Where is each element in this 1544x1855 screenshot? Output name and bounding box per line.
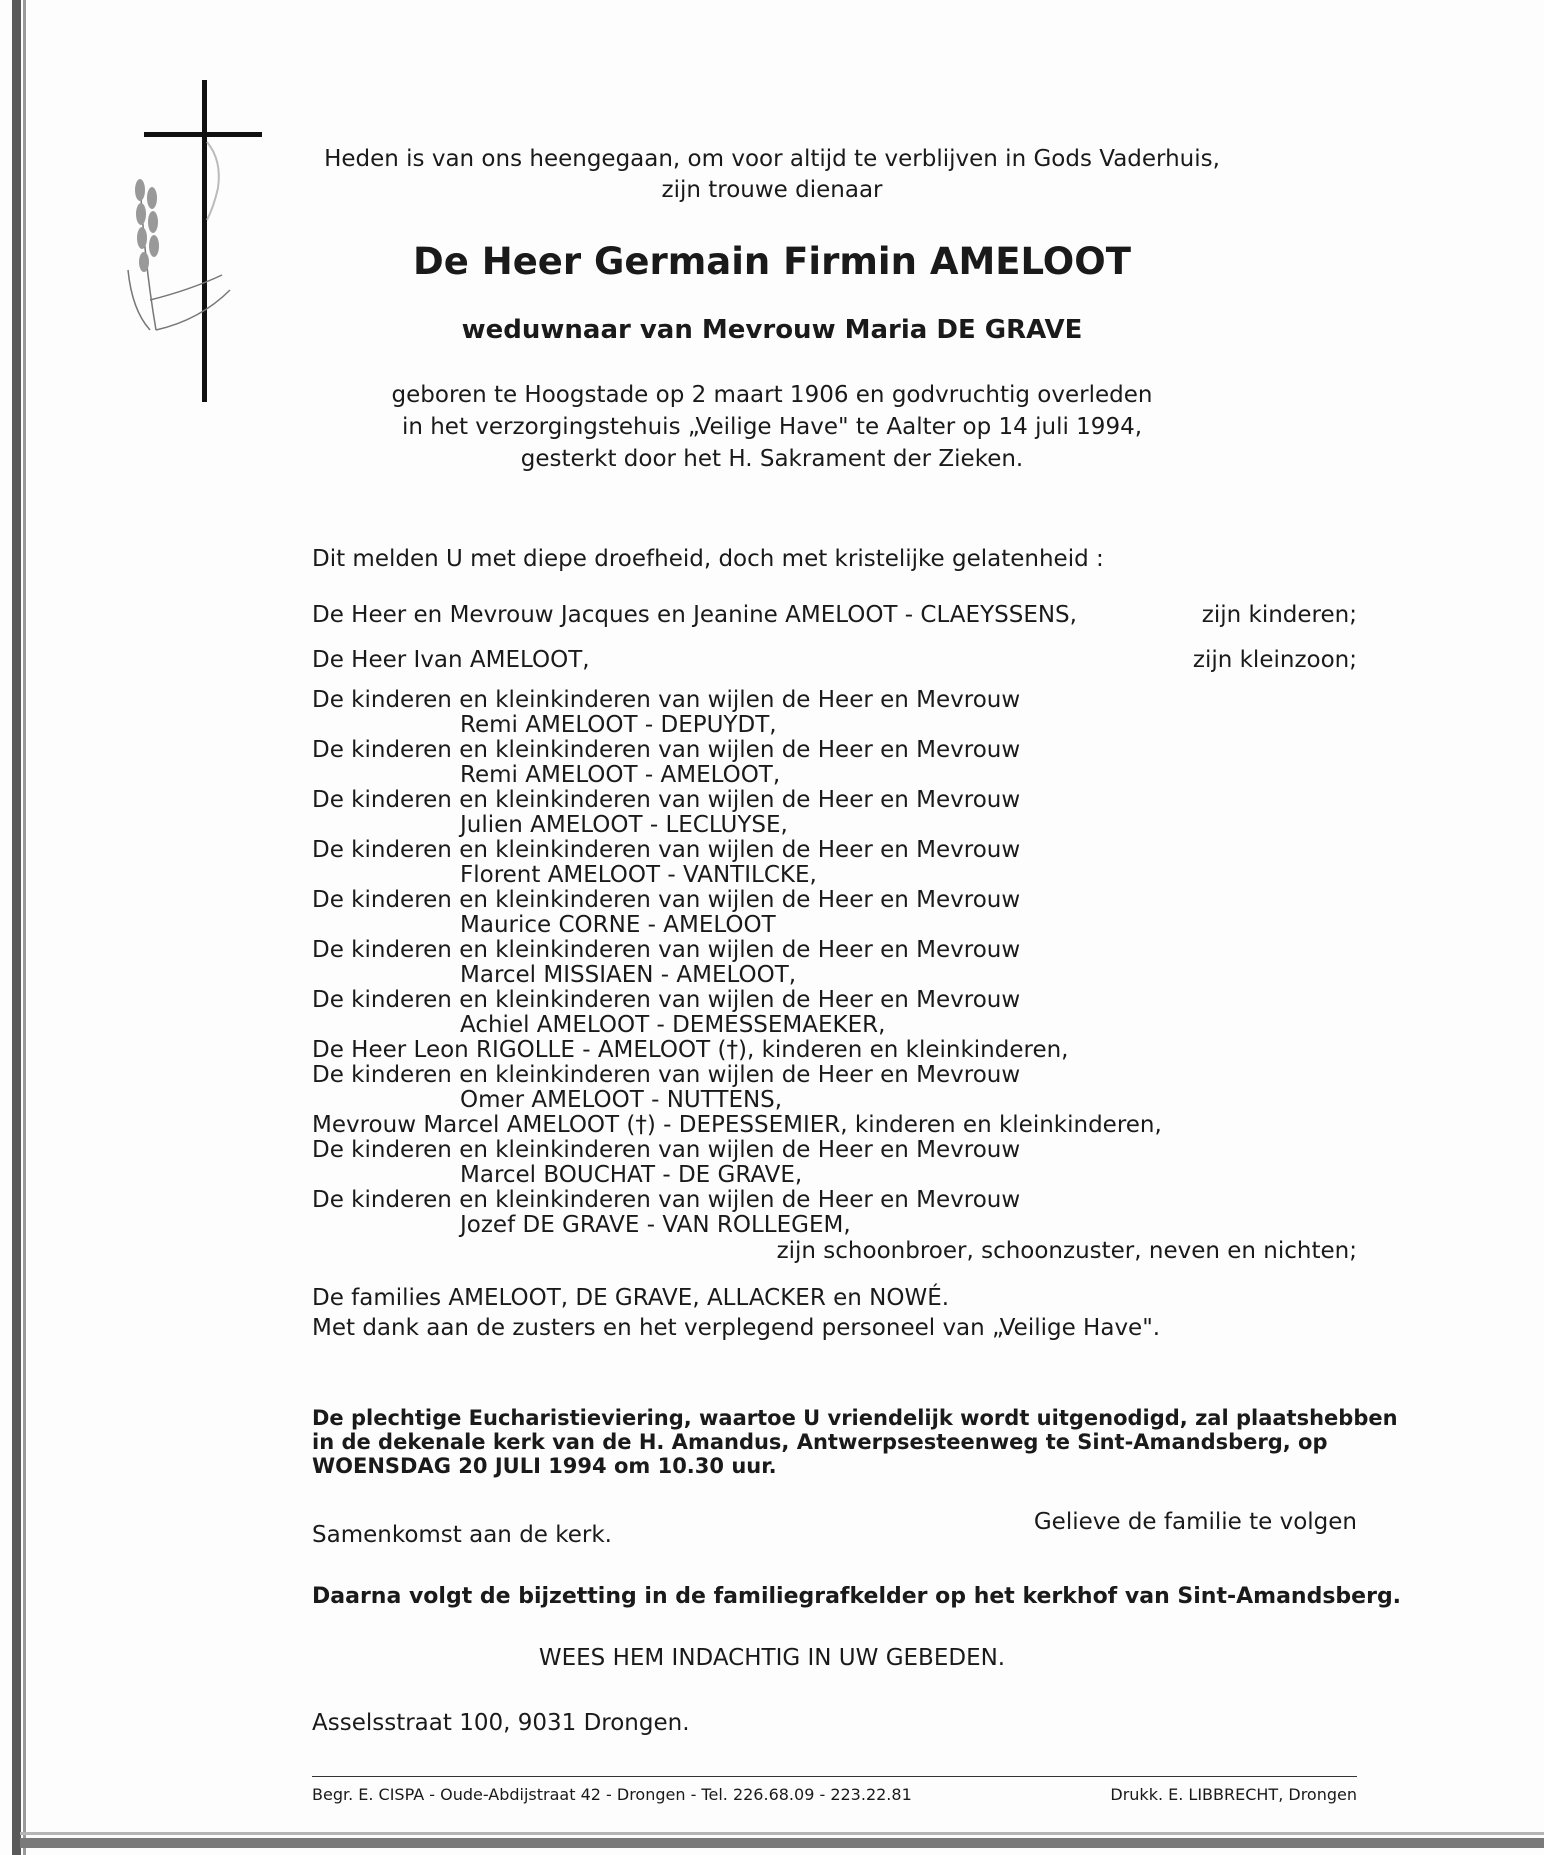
bottom-edge-shadow <box>20 1838 1544 1848</box>
thanks-line: Met dank aan de zusters en het verplegend personeel van „Veilige Have". <box>312 1315 1161 1341</box>
relative-line: De Heer Leon RIGOLLE - AMELOOT (†), kinderen en kleinkinderen, <box>312 1037 1069 1063</box>
grandson-name: De Heer Ivan AMELOOT, <box>312 647 590 673</box>
relative-line: Mevrouw Marcel AMELOOT (†) - DEPESSEMIER, kinderen en kleinkinderen, <box>312 1112 1162 1138</box>
relative-couple-name: Achiel AMELOOT - DEMESSEMAEKER, <box>460 1012 886 1038</box>
relative-line: De kinderen en kleinkinderen van wijlen de Heer en Mevrouw <box>312 737 1021 763</box>
relative-couple-name: Marcel MISSIAEN - AMELOOT, <box>460 962 797 988</box>
intro-line-2: zijn trouwe dienaar <box>661 177 883 203</box>
relative-line: De kinderen en kleinkinderen van wijlen de Heer en Mevrouw <box>312 1187 1021 1213</box>
birth-death-line-2: in het verzorgingstehuis „Veilige Have" te Aalter op 14 juli 1994, <box>401 414 1143 440</box>
relative-couple-name: Maurice CORNE - AMELOOT <box>460 912 776 938</box>
relative-line: De kinderen en kleinkinderen van wijlen de Heer en Mevrouw <box>312 687 1021 713</box>
children-name: De Heer en Mevrouw Jacques en Jeanine AMELOOT - CLAEYSSENS, <box>312 602 1077 628</box>
service-line-3: WOENSDAG 20 JULI 1994 om 10.30 uur. <box>312 1454 777 1478</box>
service-line-1: De plechtige Eucharistieviering, waartoe U vriendelijk wordt uitgenodigd, zal plaatshebben <box>312 1406 1398 1430</box>
relative-couple-name: Jozef DE GRAVE - VAN ROLLEGEM, <box>460 1212 851 1238</box>
deceased-name: De Heer Germain Firmin AMELOOT <box>413 240 1131 283</box>
intro-line-1: Heden is van ons heengegaan, om voor altijd te verblijven in Gods Vaderhuis, <box>324 146 1220 172</box>
relative-line: De kinderen en kleinkinderen van wijlen de Heer en Mevrouw <box>312 887 1021 913</box>
relative-line: De kinderen en kleinkinderen van wijlen de Heer en Mevrouw <box>312 987 1021 1013</box>
relative-line: De kinderen en kleinkinderen van wijlen de Heer en Mevrouw <box>312 837 1021 863</box>
service-line-2: in de dekenale kerk van de H. Amandus, Antwerpsesteenweg te Sint-Amandsberg, op <box>312 1430 1328 1454</box>
bottom-edge-line <box>20 1832 1544 1835</box>
announcement: Dit melden U met diepe droefheid, doch met kristelijke gelatenheid : <box>312 546 1104 572</box>
relative-line: De kinderen en kleinkinderen van wijlen de Heer en Mevrouw <box>312 1137 1021 1163</box>
widower-line: weduwnaar van Mevrouw Maria DE GRAVE <box>461 315 1083 345</box>
follow-line: Gelieve de familie te volgen <box>1033 1509 1357 1535</box>
footer-rule <box>312 1776 1357 1777</box>
children-relation: zijn kinderen; <box>1201 602 1357 628</box>
relative-line: De kinderen en kleinkinderen van wijlen de Heer en Mevrouw <box>312 787 1021 813</box>
relatives-relation: zijn schoonbroer, schoonzuster, neven en nichten; <box>776 1238 1357 1264</box>
footer-printer: Drukk. E. LIBBRECHT, Drongen <box>1110 1785 1357 1804</box>
relative-line: De kinderen en kleinkinderen van wijlen de Heer en Mevrouw <box>312 937 1021 963</box>
birth-death-line-1: geboren te Hoogstade op 2 maart 1906 en godvruchtig overleden <box>391 382 1153 408</box>
relative-line: De kinderen en kleinkinderen van wijlen de Heer en Mevrouw <box>312 1062 1021 1088</box>
relatives-list <box>312 688 1212 1238</box>
relative-couple-name: Marcel BOUCHAT - DE GRAVE, <box>460 1162 803 1188</box>
footer-undertaker: Begr. E. CISPA - Oude-Abdijstraat 42 - Drongen - Tel. 226.68.09 - 223.22.81 <box>312 1785 912 1804</box>
relative-couple-name: Omer AMELOOT - NUTTENS, <box>460 1087 783 1113</box>
families-line: De families AMELOOT, DE GRAVE, ALLACKER en NOWÉ. <box>312 1285 950 1311</box>
address-line: Asselsstraat 100, 9031 Drongen. <box>312 1710 690 1736</box>
relative-couple-name: Remi AMELOOT - DEPUYDT, <box>460 712 777 738</box>
remember-line: WEES HEM INDACHTIG IN UW GEBEDEN. <box>538 1645 1006 1671</box>
relative-couple-name: Remi AMELOOT - AMELOOT, <box>460 762 781 788</box>
burial-line: Daarna volgt de bijzetting in de familiegrafkelder op het kerkhof van Sint-Amandsberg. <box>312 1584 1402 1609</box>
relative-couple-name: Florent AMELOOT - VANTILCKE, <box>460 862 817 888</box>
grandson-relation: zijn kleinzoon; <box>1192 647 1357 673</box>
relative-couple-name: Julien AMELOOT - LECLUYSE, <box>460 812 788 838</box>
birth-death-line-3: gesterkt door het H. Sakrament der Zieken. <box>520 446 1024 472</box>
meeting-line: Samenkomst aan de kerk. <box>312 1522 612 1548</box>
